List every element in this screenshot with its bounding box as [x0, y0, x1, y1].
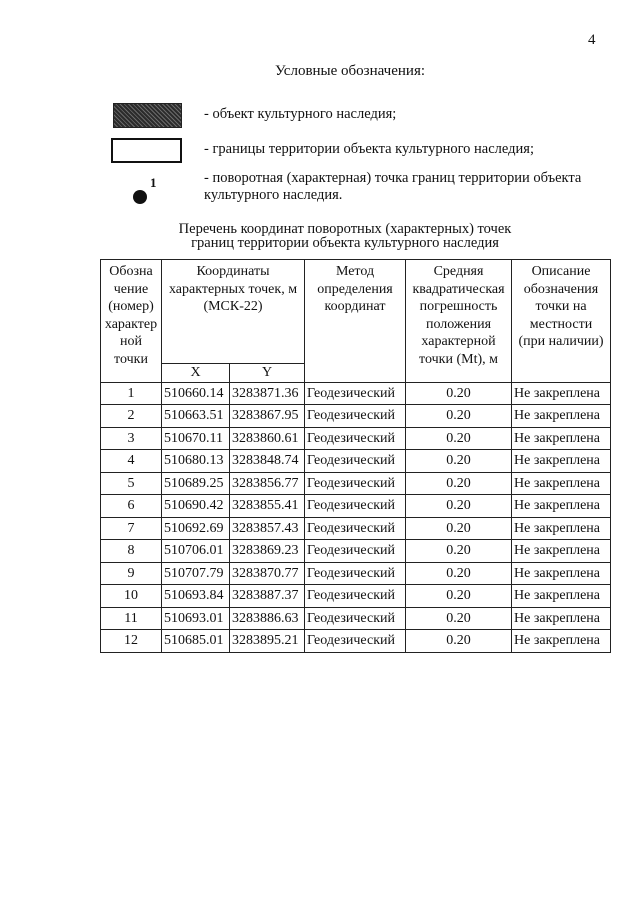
cell-point-number: 11	[101, 607, 162, 630]
cell-mean-error: 0.20	[406, 607, 512, 630]
cell-x: 510660.14	[162, 382, 230, 405]
cell-mean-error: 0.20	[406, 630, 512, 653]
header-description: Описание обозначения точки на местности (при наличии)	[512, 260, 611, 383]
table-row	[101, 562, 611, 585]
coordinates-list-title-line1: Перечень координат поворотных (характерных) точек	[178, 221, 512, 237]
cell-method: Геодезический	[305, 630, 406, 653]
turning-point-marker-label: 1	[150, 175, 157, 190]
cell-method: Геодезический	[305, 405, 406, 428]
cell-mean-error: 0.20	[406, 450, 512, 473]
cell-description: Не закреплена	[512, 427, 611, 450]
table-row	[101, 405, 611, 428]
cell-description: Не закреплена	[512, 607, 611, 630]
table-row	[101, 585, 611, 608]
coordinates-table	[100, 259, 611, 653]
header-coordinates: Координаты характерных точек, м (МСК-22)	[162, 260, 305, 364]
cell-description: Не закреплена	[512, 630, 611, 653]
cell-x: 510693.84	[162, 585, 230, 608]
cell-y: 3283856.77	[230, 472, 305, 495]
cell-description: Не закреплена	[512, 540, 611, 563]
turning-point-icon	[133, 190, 147, 204]
table-row	[101, 382, 611, 405]
legend-item-turning-point-line2: культурного наследия.	[204, 187, 343, 203]
cell-point-number: 10	[101, 585, 162, 608]
cell-point-number: 1	[101, 382, 162, 405]
cell-y: 3283895.21	[230, 630, 305, 653]
table-row	[101, 517, 611, 540]
cell-point-number: 3	[101, 427, 162, 450]
territory-boundary-symbol	[111, 138, 182, 163]
header-x: X	[162, 364, 230, 383]
cell-mean-error: 0.20	[406, 405, 512, 428]
cell-method: Геодезический	[305, 472, 406, 495]
cell-x: 510680.13	[162, 450, 230, 473]
cell-method: Геодезический	[305, 607, 406, 630]
cell-description: Не закреплена	[512, 517, 611, 540]
cell-point-number: 9	[101, 562, 162, 585]
table-row	[101, 427, 611, 450]
table-row	[101, 472, 611, 495]
cell-method: Геодезический	[305, 382, 406, 405]
table-row	[101, 495, 611, 518]
cell-y: 3283857.43	[230, 517, 305, 540]
cell-description: Не закреплена	[512, 585, 611, 608]
cell-point-number: 12	[101, 630, 162, 653]
cell-description: Не закреплена	[512, 405, 611, 428]
legend-item-turning-point-line1: - поворотная (характерная) точка границ территории объекта	[204, 170, 582, 186]
cell-method: Геодезический	[305, 540, 406, 563]
cell-x: 510706.01	[162, 540, 230, 563]
table-row	[101, 540, 611, 563]
cell-method: Геодезический	[305, 427, 406, 450]
cell-point-number: 7	[101, 517, 162, 540]
cell-y: 3283871.36	[230, 382, 305, 405]
table-row	[101, 630, 611, 653]
table-row	[101, 607, 611, 630]
cell-x: 510690.42	[162, 495, 230, 518]
coordinates-list-title-line2: границ территории объекта культурного наследия	[191, 235, 499, 251]
cell-method: Геодезический	[305, 517, 406, 540]
cell-description: Не закреплена	[512, 382, 611, 405]
page-number: 4	[588, 32, 596, 48]
cell-point-number: 5	[101, 472, 162, 495]
header-y: Y	[230, 364, 305, 383]
cell-method: Геодезический	[305, 585, 406, 608]
cell-mean-error: 0.20	[406, 382, 512, 405]
coordinates-table-body	[101, 382, 611, 652]
cell-point-number: 2	[101, 405, 162, 428]
cell-y: 3283860.61	[230, 427, 305, 450]
cell-x: 510685.01	[162, 630, 230, 653]
header-mean-error: Средняя квадратическая погрешность положения характерной точки (Mt), м	[406, 260, 512, 383]
cell-description: Не закреплена	[512, 562, 611, 585]
cell-mean-error: 0.20	[406, 427, 512, 450]
cell-x: 510663.51	[162, 405, 230, 428]
cell-point-number: 4	[101, 450, 162, 473]
heritage-object-symbol	[113, 103, 182, 128]
cell-y: 3283887.37	[230, 585, 305, 608]
cell-mean-error: 0.20	[406, 585, 512, 608]
legend-title: Условные обозначения:	[274, 63, 426, 79]
cell-x: 510692.69	[162, 517, 230, 540]
cell-description: Не закреплена	[512, 472, 611, 495]
cell-x: 510707.79	[162, 562, 230, 585]
cell-mean-error: 0.20	[406, 562, 512, 585]
cell-mean-error: 0.20	[406, 495, 512, 518]
cell-description: Не закреплена	[512, 450, 611, 473]
cell-mean-error: 0.20	[406, 540, 512, 563]
cell-method: Геодезический	[305, 562, 406, 585]
cell-point-number: 6	[101, 495, 162, 518]
cell-y: 3283886.63	[230, 607, 305, 630]
cell-y: 3283848.74	[230, 450, 305, 473]
header-method: Метод определения координат	[305, 260, 406, 383]
cell-mean-error: 0.20	[406, 472, 512, 495]
cell-method: Геодезический	[305, 495, 406, 518]
cell-point-number: 8	[101, 540, 162, 563]
table-row	[101, 450, 611, 473]
cell-x: 510670.11	[162, 427, 230, 450]
cell-x: 510689.25	[162, 472, 230, 495]
cell-mean-error: 0.20	[406, 517, 512, 540]
cell-description: Не закреплена	[512, 495, 611, 518]
cell-y: 3283867.95	[230, 405, 305, 428]
cell-y: 3283870.77	[230, 562, 305, 585]
cell-y: 3283855.41	[230, 495, 305, 518]
cell-method: Геодезический	[305, 450, 406, 473]
cell-y: 3283869.23	[230, 540, 305, 563]
legend-item-territory-boundary: - границы территории объекта культурного наследия;	[204, 141, 534, 157]
header-point-number: Обозна чение (номер) характер ной точки	[101, 260, 162, 383]
coordinates-list-title	[0, 222, 640, 250]
legend-item-heritage-object: - объект культурного наследия;	[204, 106, 397, 122]
cell-x: 510693.01	[162, 607, 230, 630]
